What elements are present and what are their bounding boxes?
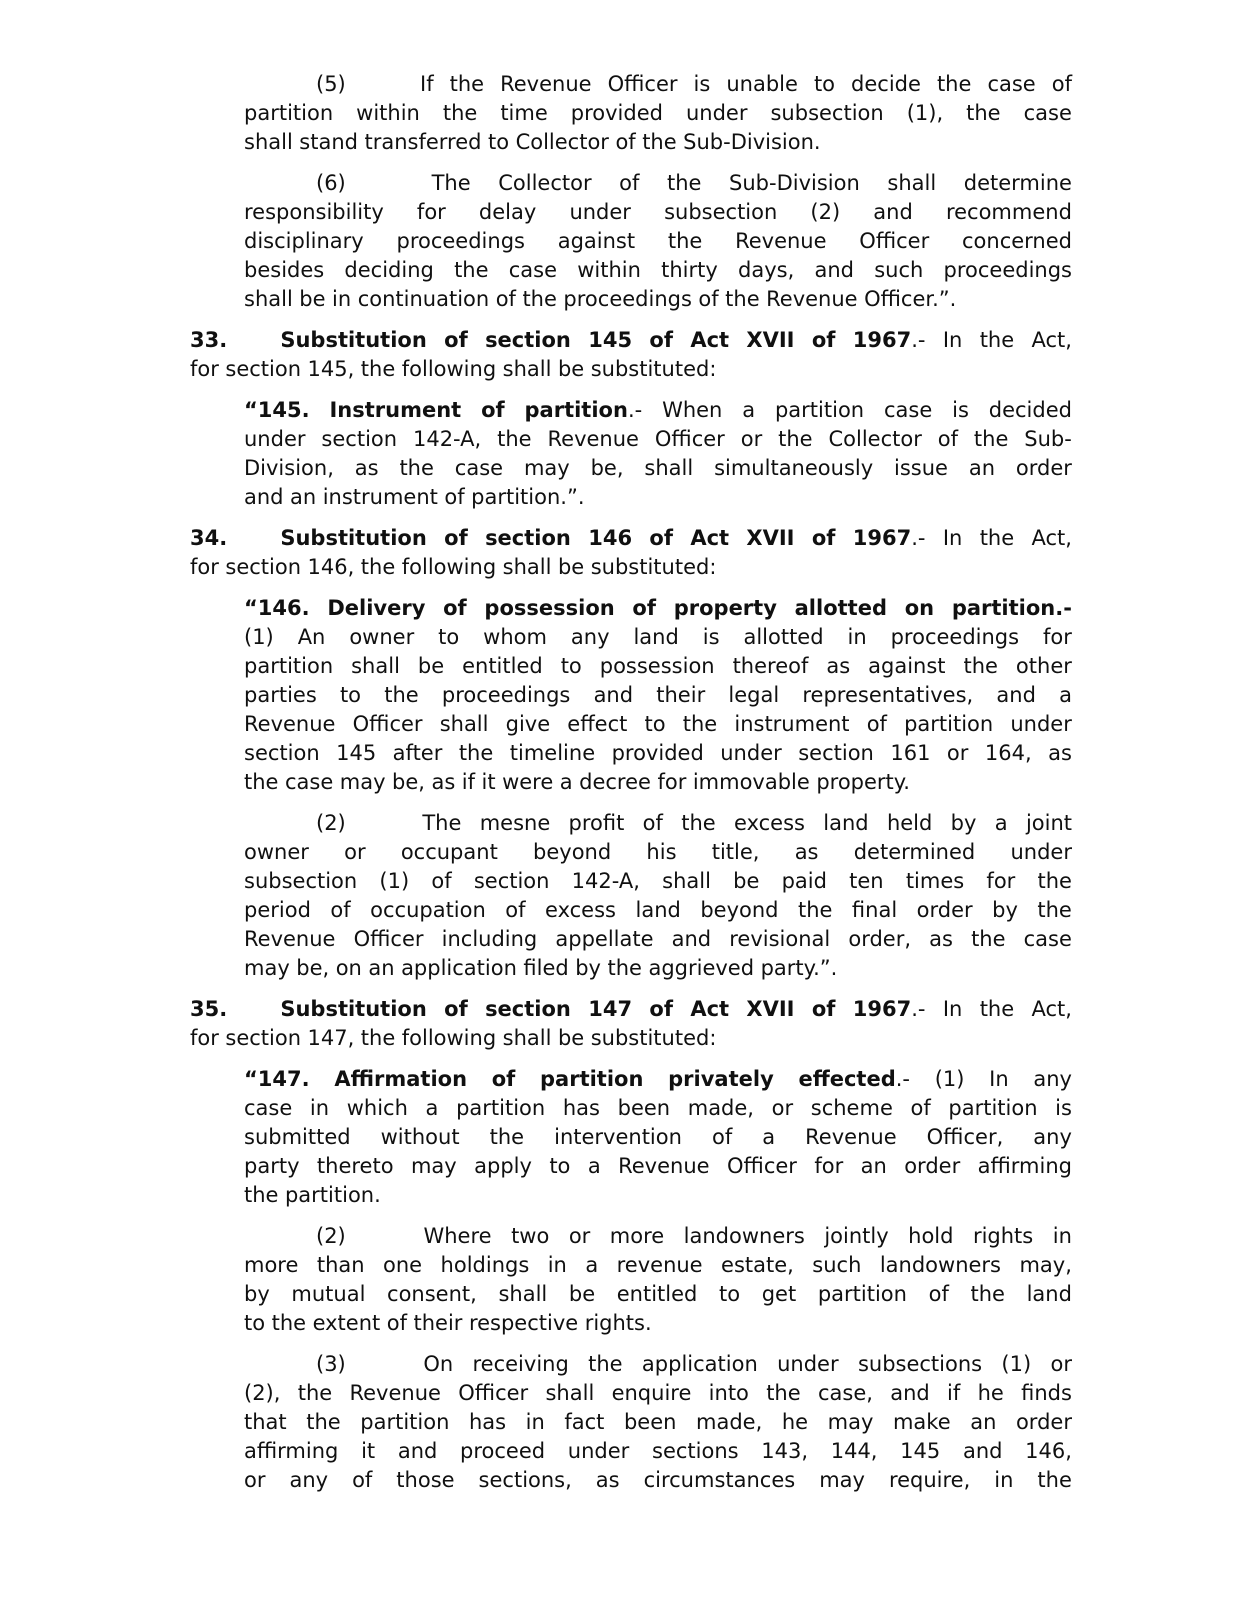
- text-line: 33. Substitution of section 145 of Act XVII of 1967.- In the Act,: [190, 328, 1072, 352]
- clause-2-of-147-paragraph: [244, 1224, 1072, 1340]
- text-line: disciplinary proceedings against the Revenue Officer concerned: [244, 229, 1072, 253]
- text-line: party thereto may apply to a Revenue Officer for an order affirming: [244, 1154, 1072, 1178]
- clause-number: (2): [316, 811, 346, 835]
- text-line: besides deciding the case within thirty days, and such proceedings: [244, 258, 1072, 282]
- text-line: partition within the time provided under subsection (1), the case: [244, 101, 1072, 125]
- text-line: Revenue Officer shall give effect to the instrument of partition under: [244, 712, 1072, 736]
- text-line: case in which a partition has been made, or scheme of partition is: [244, 1096, 1072, 1120]
- text-line: (2) The mesne profit of the excess land held by a joint: [244, 811, 1072, 840]
- text-line: or any of those sections, as circumstances may require, in the: [244, 1468, 1072, 1492]
- clause-6-paragraph: [244, 171, 1072, 316]
- text-line: “145. Instrument of partition.- When a partition case is decided: [244, 398, 1072, 422]
- text-line: (6) The Collector of the Sub-Division shall determine: [244, 171, 1072, 200]
- text-line: (2) Where two or more landowners jointly hold rights in: [244, 1224, 1072, 1253]
- clause-5-paragraph: [244, 72, 1072, 159]
- clause-3-of-147-paragraph: [244, 1352, 1072, 1497]
- text-line: section 145 after the timeline provided under section 161 or 164, as: [244, 741, 1072, 765]
- clause-number: (3): [316, 1352, 346, 1376]
- document-body: [0, 72, 1072, 1509]
- clause-number: (5): [316, 72, 346, 96]
- text-line: by mutual consent, shall be entitled to get partition of the land: [244, 1282, 1072, 1306]
- text-line: period of occupation of excess land beyond the final order by the: [244, 898, 1072, 922]
- text-line: “147. Affirmation of partition privately effected.- (1) In any: [244, 1067, 1072, 1091]
- section-35-heading: [190, 997, 1072, 1055]
- text-line: 35. Substitution of section 147 of Act XVII of 1967.- In the Act,: [190, 997, 1072, 1021]
- text-line: subsection (1) of section 142-A, shall be paid ten times for the: [244, 869, 1072, 893]
- clause-number: (2): [316, 1224, 346, 1248]
- text-line: (2), the Revenue Officer shall enquire into the case, and if he finds: [244, 1381, 1072, 1405]
- text-line: shall be in continuation of the proceedings of the Revenue Officer.”.: [244, 287, 957, 311]
- text-line: Revenue Officer including appellate and revisional order, as the case: [244, 927, 1072, 951]
- text-line: submitted without the intervention of a Revenue Officer, any: [244, 1125, 1072, 1149]
- text-line: responsibility for delay under subsection (2) and recommend: [244, 200, 1072, 224]
- section-34-heading: [190, 526, 1072, 584]
- text-line: for section 145, the following shall be substituted:: [190, 357, 717, 381]
- text-line: Division, as the case may be, shall simultaneously issue an order: [244, 456, 1072, 480]
- clause-number: 34.: [190, 526, 228, 550]
- text-line: (3) On receiving the application under subsections (1) or: [244, 1352, 1072, 1381]
- text-line: “146. Delivery of possession of property allotted on partition.-: [244, 596, 1072, 620]
- text-line: that the partition has in fact been made, he may make an order: [244, 1410, 1072, 1434]
- section-146-quote: [244, 596, 1072, 799]
- text-line: parties to the proceedings and their legal representatives, and a: [244, 683, 1072, 707]
- text-line: more than one holdings in a revenue estate, such landowners may,: [244, 1253, 1072, 1277]
- text-line: and an instrument of partition.”.: [244, 485, 585, 509]
- text-line: (1) An owner to whom any land is allotted in proceedings for: [244, 625, 1072, 649]
- text-line: may be, on an application filed by the aggrieved party.”.: [244, 956, 838, 980]
- clause-number: 33.: [190, 328, 228, 352]
- text-line: shall stand transferred to Collector of the Sub-Division.: [244, 130, 821, 154]
- text-line: (5) If the Revenue Officer is unable to decide the case of: [244, 72, 1072, 101]
- text-line: under section 142-A, the Revenue Officer or the Collector of the Sub-: [244, 427, 1072, 451]
- text-line: the partition.: [244, 1183, 381, 1207]
- text-line: partition shall be entitled to possession thereof as against the other: [244, 654, 1072, 678]
- text-line: owner or occupant beyond his title, as determined under: [244, 840, 1072, 864]
- clause-number: (6): [316, 171, 346, 195]
- clause-2-of-146-paragraph: [244, 811, 1072, 985]
- section-33-heading: [190, 328, 1072, 386]
- text-line: 34. Substitution of section 146 of Act XVII of 1967.- In the Act,: [190, 526, 1072, 550]
- text-line: for section 147, the following shall be substituted:: [190, 1026, 717, 1050]
- section-147-quote: [244, 1067, 1072, 1212]
- text-line: for section 146, the following shall be substituted:: [190, 555, 717, 579]
- text-line: the case may be, as if it were a decree for immovable property.: [244, 770, 910, 794]
- text-line: affirming it and proceed under sections 143, 144, 145 and 146,: [244, 1439, 1072, 1463]
- text-line: to the extent of their respective rights.: [244, 1311, 652, 1335]
- section-145-quote: [244, 398, 1072, 514]
- clause-number: 35.: [190, 997, 228, 1021]
